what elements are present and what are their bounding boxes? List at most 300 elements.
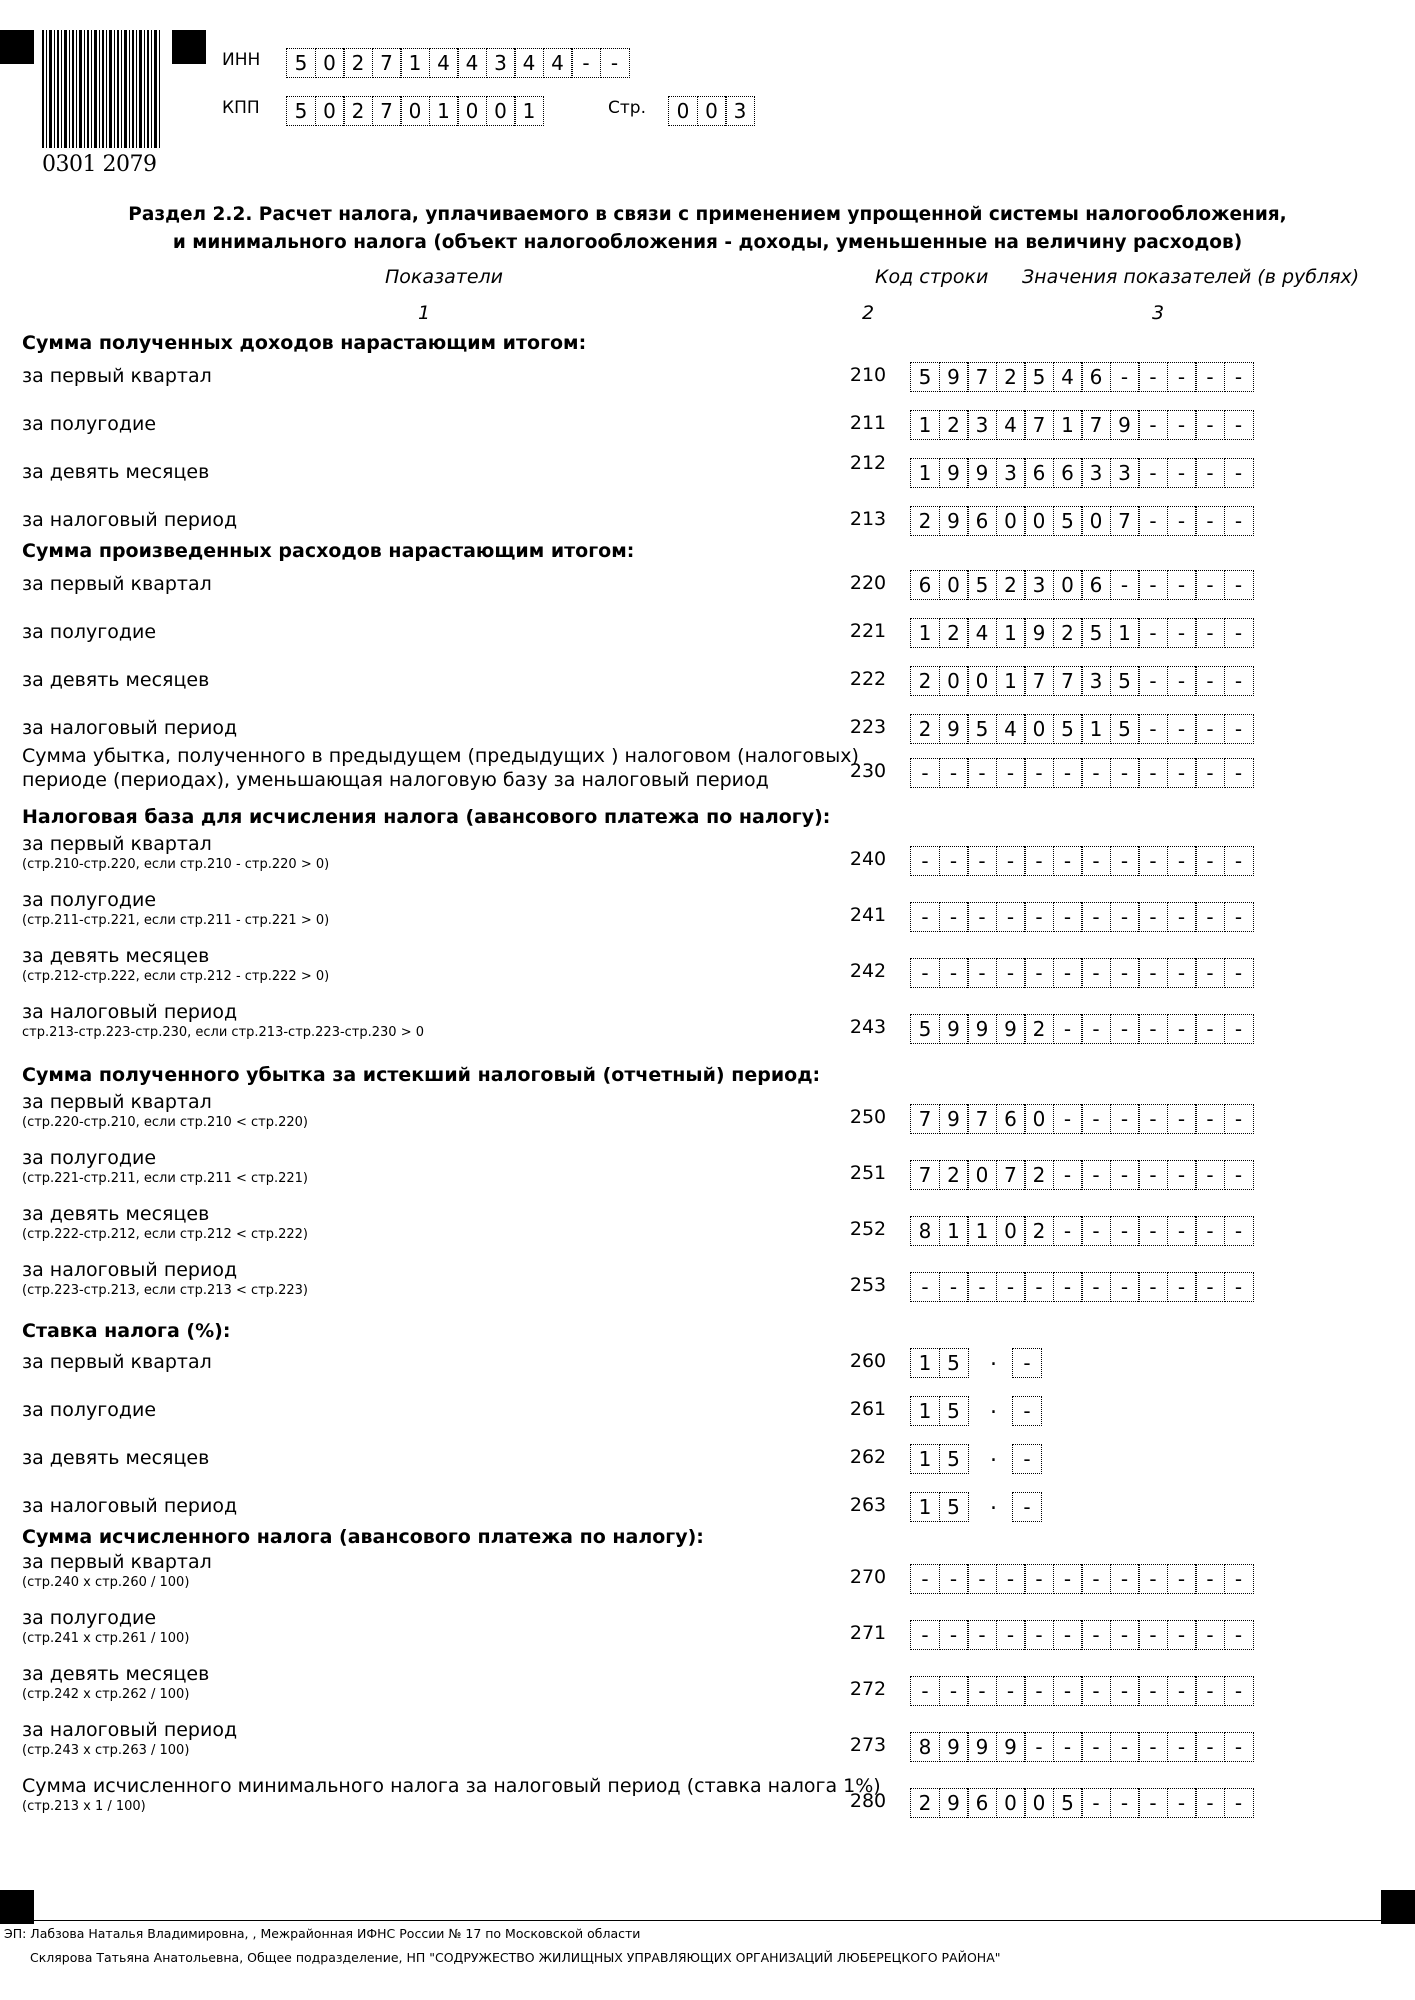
value-field-212 [910, 458, 1252, 488]
row-label-273 [22, 1718, 237, 1760]
digit-cell: 4 [514, 48, 544, 78]
row-formula-note: (стр.223-стр.213, если стр.213 < стр.223) [22, 1283, 308, 1298]
digit-cell: - [1167, 1104, 1197, 1134]
line-code-271: 271 [849, 1622, 887, 1644]
digit-cell: 2 [996, 570, 1026, 600]
digit-cell: 2 [1053, 618, 1083, 648]
digit-cell: - [1138, 958, 1168, 988]
line-code-270: 270 [849, 1566, 887, 1588]
digit-cell: - [1195, 1014, 1225, 1044]
digit-cell: - [1167, 846, 1197, 876]
digit-cell: - [1012, 1492, 1042, 1522]
digit-cell: - [1138, 362, 1168, 392]
line-code-221: 221 [849, 620, 887, 642]
digit-cell: 1 [910, 1396, 940, 1426]
digit-cell: 7 [1053, 666, 1083, 696]
digit-cell: - [1195, 1160, 1225, 1190]
digit-cell: - [1053, 758, 1083, 788]
digit-cell: - [1110, 1272, 1140, 1302]
digit-cell: - [1110, 1788, 1140, 1818]
rate-decimal-field-263 [1012, 1492, 1041, 1522]
digit-cell: - [1167, 618, 1197, 648]
digit-cell: - [1081, 1788, 1111, 1818]
row-label-212: за девять месяцев [22, 461, 210, 483]
row-label-text: за налоговый период [22, 1001, 238, 1023]
digit-cell: 3 [486, 48, 516, 78]
line-code-253: 253 [849, 1274, 887, 1296]
digit-cell: - [1138, 714, 1168, 744]
digit-cell: - [1167, 1160, 1197, 1190]
row-label-263: за налоговый период [22, 1495, 238, 1517]
digit-cell: - [910, 1620, 940, 1650]
digit-cell: - [910, 1676, 940, 1706]
digit-cell: - [1195, 958, 1225, 988]
row-formula-note: (стр.220-стр.210, если стр.210 < стр.220) [22, 1115, 308, 1130]
digit-cell: 7 [372, 96, 402, 126]
line-code-220: 220 [849, 572, 887, 594]
digit-cell: 0 [457, 96, 487, 126]
row-label-text: за первый квартал [22, 1551, 212, 1573]
digit-cell: 9 [939, 458, 969, 488]
column-number-1: 1 [418, 302, 431, 324]
digit-cell: 6 [1053, 458, 1083, 488]
signature-line-2: Склярова Татьяна Анатольевна, Общее подразделение, НП "СОДРУЖЕСТВО ЖИЛИЩНЫХ УПРАВЛЯЮЩИХ ОРГАНИЗАЦИЙ ЛЮБЕРЕЦКОГО РАЙОНА" [30, 1950, 1001, 1965]
digit-cell: - [1195, 1732, 1225, 1762]
digit-cell: - [1167, 506, 1197, 536]
digit-cell: - [1110, 1104, 1140, 1134]
page-label: Стр. [608, 98, 646, 118]
row-label-250 [22, 1090, 308, 1132]
row-label-222: за девять месяцев [22, 669, 210, 691]
digit-cell: 5 [1053, 714, 1083, 744]
row-formula-note: стр.213-стр.223-стр.230, если стр.213-стр.223-стр.230 > 0 [22, 1025, 424, 1040]
digit-cell: - [1224, 846, 1254, 876]
digit-cell: - [1224, 1014, 1254, 1044]
line-code-250: 250 [849, 1106, 887, 1128]
digit-cell: 7 [996, 1160, 1026, 1190]
digit-cell: 9 [996, 1014, 1026, 1044]
digit-cell: - [1024, 958, 1054, 988]
corner-marker-top-right [172, 30, 206, 64]
digit-cell: 0 [1024, 506, 1054, 536]
line-code-243: 243 [849, 1016, 887, 1038]
digit-cell: 8 [910, 1216, 940, 1246]
digit-cell: - [1195, 458, 1225, 488]
digit-cell: - [1195, 902, 1225, 932]
digit-cell: 0 [1081, 506, 1111, 536]
digit-cell: - [1053, 1620, 1083, 1650]
digit-cell: 8 [910, 1732, 940, 1762]
line-code-261: 261 [849, 1398, 887, 1420]
digit-cell: - [1224, 570, 1254, 600]
digit-cell: - [967, 758, 997, 788]
row-label-text: за полугодие [22, 1147, 157, 1169]
digit-cell: - [1110, 846, 1140, 876]
digit-cell: 9 [1024, 618, 1054, 648]
digit-cell: - [1110, 902, 1140, 932]
digit-cell: 4 [429, 48, 459, 78]
line-code-260: 260 [849, 1350, 887, 1372]
line-code-252: 252 [849, 1218, 887, 1240]
digit-cell: 9 [939, 1014, 969, 1044]
row-label-253 [22, 1258, 308, 1300]
row-label-252 [22, 1202, 308, 1244]
digit-cell: - [1224, 1272, 1254, 1302]
row-label-text: за девять месяцев [22, 945, 210, 967]
digit-cell: - [1053, 902, 1083, 932]
value-field-223 [910, 714, 1252, 744]
digit-cell: - [1024, 1564, 1054, 1594]
digit-cell: - [1195, 846, 1225, 876]
row-label-280 [22, 1774, 881, 1816]
digit-cell: 4 [543, 48, 573, 78]
digit-cell: - [939, 846, 969, 876]
digit-cell: 1 [1110, 618, 1140, 648]
digit-cell: 1 [429, 96, 459, 126]
digit-cell: 3 [996, 458, 1026, 488]
digit-cell: - [1224, 1216, 1254, 1246]
digit-cell: - [996, 758, 1026, 788]
digit-cell: - [1224, 666, 1254, 696]
decimal-point: . [990, 1346, 997, 1371]
digit-cell: 5 [1053, 506, 1083, 536]
digit-cell: - [1110, 362, 1140, 392]
digit-cell: - [1224, 1620, 1254, 1650]
digit-cell: 2 [939, 1160, 969, 1190]
digit-cell: 6 [967, 1788, 997, 1818]
digit-cell: 2 [1024, 1014, 1054, 1044]
row-label-text: за девять месяцев [22, 1203, 210, 1225]
page-number-field [668, 96, 754, 126]
row-label-221: за полугодие [22, 621, 157, 643]
barcode-number: 0301 2079 [42, 152, 157, 177]
digit-cell: - [1195, 1104, 1225, 1134]
value-field-252 [910, 1216, 1252, 1246]
digit-cell: - [1110, 570, 1140, 600]
digit-cell: - [1024, 1620, 1054, 1650]
digit-cell: 3 [1110, 458, 1140, 488]
digit-cell: 1 [910, 458, 940, 488]
digit-cell: - [1224, 758, 1254, 788]
section-heading-tax-base: Налоговая база для исчисления налога (авансового платежа по налогу): [22, 806, 831, 828]
kpp-field [286, 96, 543, 126]
rate-field-262 [910, 1444, 967, 1474]
barcode-icon [42, 30, 160, 148]
row-formula-note: (стр.212-стр.222, если стр.212 - стр.222 > 0) [22, 969, 330, 984]
digit-cell: 5 [910, 362, 940, 392]
digit-cell: - [1195, 1788, 1225, 1818]
digit-cell: - [1224, 1788, 1254, 1818]
digit-cell: - [1195, 570, 1225, 600]
digit-cell: 0 [1024, 714, 1054, 744]
digit-cell: - [1224, 362, 1254, 392]
value-field-211 [910, 410, 1252, 440]
digit-cell: 0 [697, 96, 727, 126]
digit-cell: - [996, 846, 1026, 876]
digit-cell: 1 [1053, 410, 1083, 440]
row-formula-note: (стр.242 х стр.262 / 100) [22, 1687, 190, 1702]
digit-cell: 6 [967, 506, 997, 536]
digit-cell: 0 [967, 666, 997, 696]
row-label-261: за полугодие [22, 1399, 157, 1421]
digit-cell: - [1081, 1732, 1111, 1762]
digit-cell: - [1110, 1160, 1140, 1190]
column-header-values: Значения показателей (в рублях) [1022, 266, 1360, 288]
digit-cell: 5 [939, 1444, 969, 1474]
digit-cell: 6 [1081, 570, 1111, 600]
digit-cell: 1 [1081, 714, 1111, 744]
digit-cell: 0 [1024, 1788, 1054, 1818]
digit-cell: 1 [910, 1444, 940, 1474]
digit-cell: - [1081, 1104, 1111, 1134]
digit-cell: 9 [939, 506, 969, 536]
digit-cell: 3 [725, 96, 755, 126]
line-code-222: 222 [849, 668, 887, 690]
row-formula-note: (стр.213 х 1 / 100) [22, 1799, 146, 1814]
digit-cell: 1 [514, 96, 544, 126]
digit-cell: - [1081, 1676, 1111, 1706]
digit-cell: - [1053, 1104, 1083, 1134]
rate-decimal-field-262 [1012, 1444, 1041, 1474]
digit-cell: - [1224, 410, 1254, 440]
inn-field [286, 48, 628, 78]
digit-cell: - [967, 902, 997, 932]
digit-cell: - [1138, 618, 1168, 648]
line-code-280: 280 [849, 1790, 887, 1812]
digit-cell: 0 [939, 666, 969, 696]
decimal-point: . [990, 1442, 997, 1467]
digit-cell: - [1024, 846, 1054, 876]
digit-cell: - [1167, 1272, 1197, 1302]
digit-cell: 7 [1024, 666, 1054, 696]
digit-cell: - [1053, 1272, 1083, 1302]
digit-cell: - [910, 846, 940, 876]
digit-cell: - [571, 48, 601, 78]
digit-cell: - [1138, 570, 1168, 600]
column-number-2: 2 [862, 302, 875, 324]
digit-cell: - [1167, 458, 1197, 488]
digit-cell: 2 [939, 618, 969, 648]
row-label-211: за полугодие [22, 413, 157, 435]
digit-cell: - [1224, 902, 1254, 932]
digit-cell: 7 [967, 362, 997, 392]
digit-cell: - [1224, 618, 1254, 648]
digit-cell: 4 [967, 618, 997, 648]
digit-cell: 4 [1053, 362, 1083, 392]
digit-cell: - [1224, 1104, 1254, 1134]
digit-cell: 5 [1053, 1788, 1083, 1818]
digit-cell: - [1081, 902, 1111, 932]
digit-cell: 7 [910, 1160, 940, 1190]
digit-cell: 5 [967, 570, 997, 600]
digit-cell: 1 [910, 1348, 940, 1378]
row-label-271 [22, 1606, 189, 1648]
digit-cell: 5 [910, 1014, 940, 1044]
digit-cell: - [1167, 1676, 1197, 1706]
digit-cell: 7 [1081, 410, 1111, 440]
value-field-250 [910, 1104, 1252, 1134]
value-field-213 [910, 506, 1252, 536]
digit-cell: - [1024, 902, 1054, 932]
digit-cell: 9 [939, 1788, 969, 1818]
digit-cell: - [1024, 1732, 1054, 1762]
digit-cell: - [1224, 1732, 1254, 1762]
row-label-241 [22, 888, 329, 930]
digit-cell: - [1110, 1620, 1140, 1650]
digit-cell: 2 [996, 362, 1026, 392]
digit-cell: - [1110, 1014, 1140, 1044]
digit-cell: 5 [939, 1348, 969, 1378]
digit-cell: 7 [967, 1104, 997, 1134]
digit-cell: - [910, 1272, 940, 1302]
digit-cell: 7 [372, 48, 402, 78]
digit-cell: 9 [939, 1732, 969, 1762]
section-heading-income: Сумма полученных доходов нарастающим итогом: [22, 332, 587, 354]
digit-cell: - [1195, 714, 1225, 744]
digit-cell: - [1053, 1732, 1083, 1762]
value-field-272 [910, 1676, 1252, 1706]
digit-cell: - [939, 1620, 969, 1650]
digit-cell: 9 [967, 1014, 997, 1044]
digit-cell: 6 [996, 1104, 1026, 1134]
value-field-221 [910, 618, 1252, 648]
digit-cell: - [1167, 1564, 1197, 1594]
digit-cell: 7 [1024, 410, 1054, 440]
digit-cell: - [1224, 958, 1254, 988]
row-label-240 [22, 832, 329, 874]
line-code-213: 213 [849, 508, 887, 530]
digit-cell: - [939, 958, 969, 988]
row-formula-note: (стр.210-стр.220, если стр.210 - стр.220 > 0) [22, 857, 330, 872]
row-formula-note: (стр.240 х стр.260 / 100) [22, 1575, 190, 1590]
digit-cell: - [996, 1272, 1026, 1302]
section-heading-expenses: Сумма произведенных расходов нарастающим итогом: [22, 540, 635, 562]
digit-cell: - [939, 1564, 969, 1594]
digit-cell: - [1110, 1564, 1140, 1594]
row-label-text: за первый квартал [22, 833, 212, 855]
digit-cell: 1 [996, 618, 1026, 648]
digit-cell: - [1167, 1732, 1197, 1762]
line-code-230: 230 [849, 760, 887, 782]
digit-cell: - [1224, 1676, 1254, 1706]
digit-cell: 5 [939, 1492, 969, 1522]
digit-cell: - [1012, 1348, 1042, 1378]
digit-cell: - [1138, 846, 1168, 876]
digit-cell: 4 [457, 48, 487, 78]
digit-cell: - [1110, 1676, 1140, 1706]
rate-decimal-field-260 [1012, 1348, 1041, 1378]
corner-marker-bottom-left [0, 1890, 34, 1924]
digit-cell: 2 [1024, 1160, 1054, 1190]
digit-cell: 0 [996, 1216, 1026, 1246]
line-code-211: 211 [849, 412, 887, 434]
digit-cell: 2 [910, 506, 940, 536]
digit-cell: - [967, 1676, 997, 1706]
row-label-242 [22, 944, 329, 986]
line-code-251: 251 [849, 1162, 887, 1184]
digit-cell: 3 [1081, 458, 1111, 488]
section-title-line2: и минимального налога (объект налогообложения - доходы, уменьшенные на величину расходов) [172, 232, 1243, 253]
digit-cell: 2 [910, 666, 940, 696]
digit-cell: - [1224, 458, 1254, 488]
digit-cell: - [1138, 758, 1168, 788]
digit-cell: - [1167, 1014, 1197, 1044]
digit-cell: 2 [910, 714, 940, 744]
digit-cell: 5 [939, 1396, 969, 1426]
digit-cell: - [1081, 1160, 1111, 1190]
digit-cell: - [996, 902, 1026, 932]
digit-cell: - [1138, 458, 1168, 488]
digit-cell: 4 [996, 714, 1026, 744]
digit-cell: - [1053, 846, 1083, 876]
digit-cell: 1 [910, 1492, 940, 1522]
digit-cell: - [996, 958, 1026, 988]
digit-cell: - [910, 958, 940, 988]
digit-cell: 2 [343, 48, 373, 78]
digit-cell: - [1167, 902, 1197, 932]
digit-cell: 0 [996, 506, 1026, 536]
digit-cell: - [1138, 1216, 1168, 1246]
digit-cell: - [996, 1620, 1026, 1650]
value-field-241 [910, 902, 1252, 932]
digit-cell: - [1053, 958, 1083, 988]
row-label-243 [22, 1000, 424, 1042]
digit-cell: - [939, 758, 969, 788]
digit-cell: - [967, 958, 997, 988]
section-heading-calculated-tax: Сумма исчисленного налога (авансового платежа по налогу): [22, 1526, 704, 1548]
digit-cell: - [1167, 1788, 1197, 1818]
digit-cell: 9 [967, 458, 997, 488]
value-field-271 [910, 1620, 1252, 1650]
digit-cell: - [1167, 758, 1197, 788]
inn-label: ИНН [222, 50, 261, 70]
digit-cell: - [1195, 1216, 1225, 1246]
digit-cell: 1 [967, 1216, 997, 1246]
row-formula-note: (стр.211-стр.221, если стр.211 - стр.221 > 0) [22, 913, 330, 928]
digit-cell: - [1195, 1564, 1225, 1594]
digit-cell: - [1110, 958, 1140, 988]
digit-cell: 5 [286, 96, 316, 126]
row-label-260: за первый квартал [22, 1351, 212, 1373]
rate-field-261 [910, 1396, 967, 1426]
digit-cell: 0 [1053, 570, 1083, 600]
digit-cell: - [1167, 1216, 1197, 1246]
digit-cell: - [1195, 758, 1225, 788]
digit-cell: - [1167, 958, 1197, 988]
digit-cell: - [1053, 1564, 1083, 1594]
row-label-text: за налоговый период [22, 1259, 238, 1281]
rate-field-263 [910, 1492, 967, 1522]
row-formula-note: (стр.241 х стр.261 / 100) [22, 1631, 190, 1646]
digit-cell: - [1138, 1620, 1168, 1650]
row-label-text: Сумма исчисленного минимального налога за налоговый период (ставка налога 1%) [22, 1775, 881, 1797]
line-code-210: 210 [849, 364, 887, 386]
digit-cell: - [1195, 362, 1225, 392]
value-field-222 [910, 666, 1252, 696]
digit-cell: - [1167, 714, 1197, 744]
digit-cell: 0 [939, 570, 969, 600]
digit-cell: - [967, 846, 997, 876]
digit-cell: - [1024, 1272, 1054, 1302]
corner-marker-bottom-right [1381, 1890, 1415, 1924]
digit-cell: 3 [1081, 666, 1111, 696]
digit-cell: - [1053, 1216, 1083, 1246]
value-field-230 [910, 758, 1252, 788]
row-label-220: за первый квартал [22, 573, 212, 595]
digit-cell: 1 [400, 48, 430, 78]
digit-cell: 5 [1024, 362, 1054, 392]
digit-cell: 0 [1024, 1104, 1054, 1134]
